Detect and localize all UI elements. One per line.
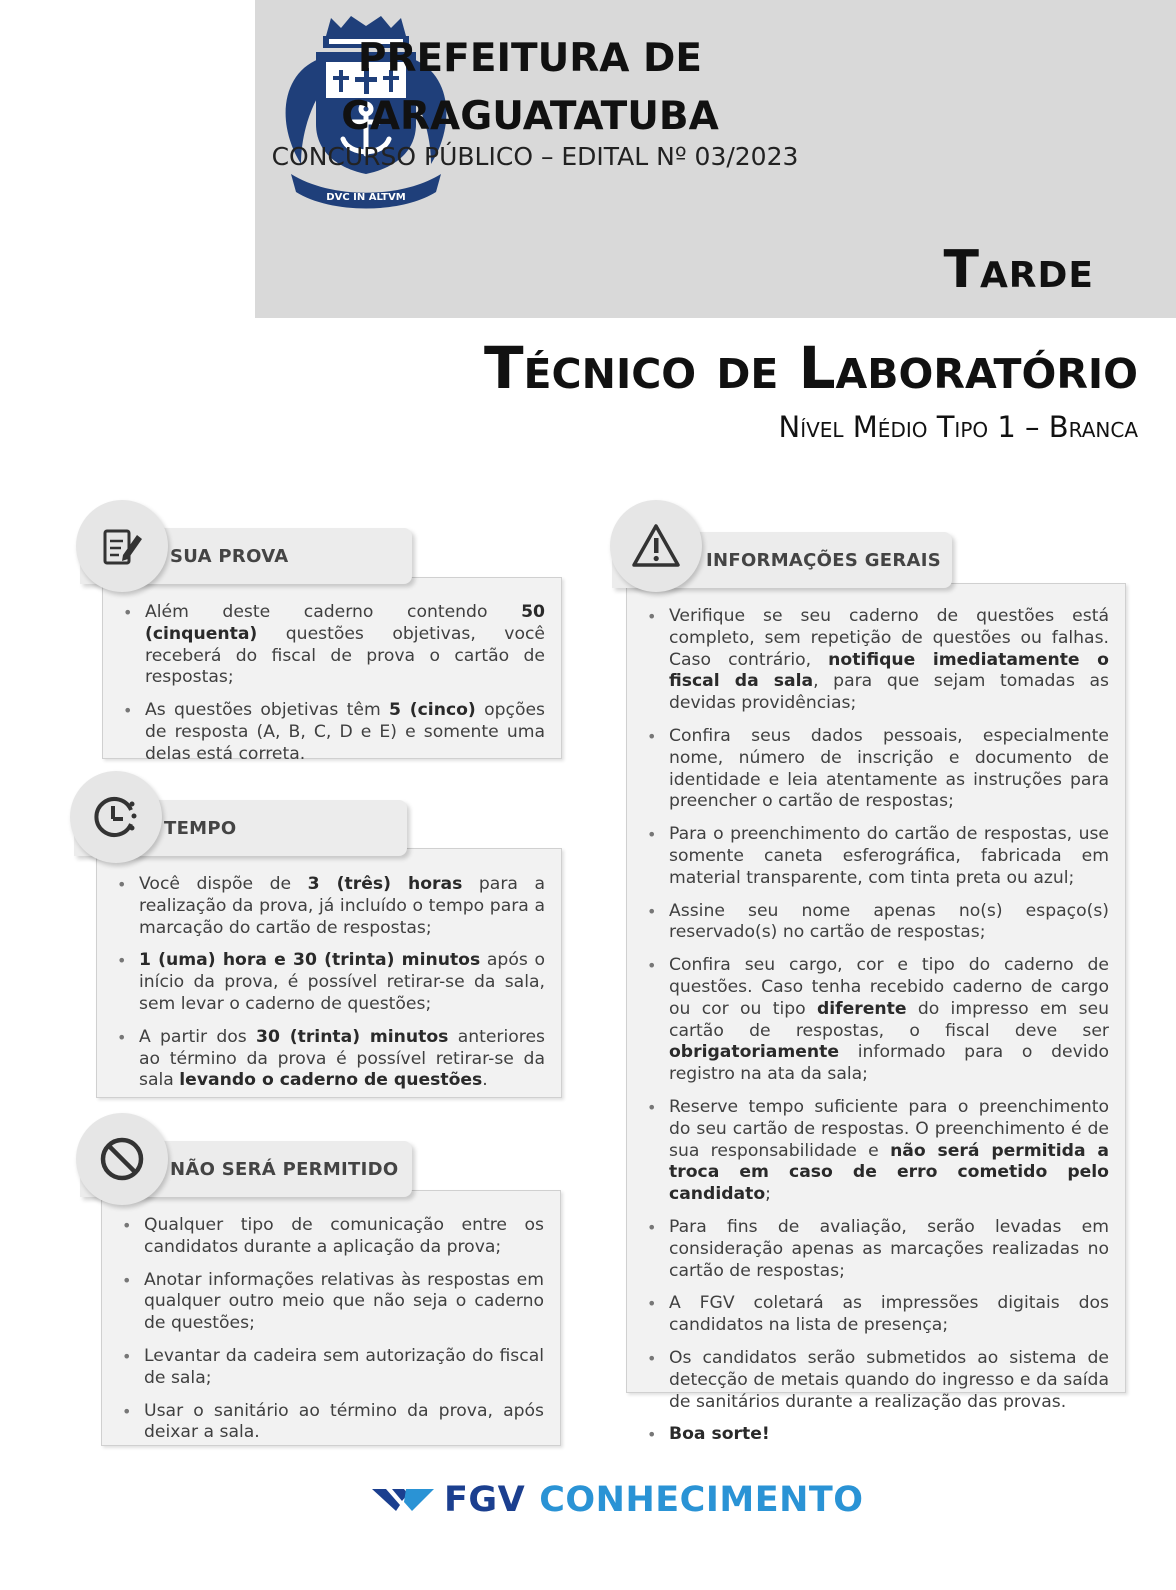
item-text: A partir dos [139,1026,257,1047]
list-item [115,602,545,689]
list-item [115,700,545,765]
warning-triangle-icon [631,521,681,571]
list-item [639,1293,1109,1337]
item-text: A FGV coletará as impressões digitais dos candidatos na lista de presença; [669,1293,1109,1336]
list-item [639,1348,1109,1413]
tempo-box [96,848,562,1098]
list-item [639,1097,1109,1206]
nao-permitido-box [101,1190,561,1446]
list-item [639,824,1109,889]
list-item [639,1424,1109,1446]
nao-permitido-title: NÃO SERÁ PERMITIDO [170,1159,399,1180]
item-text: Para fins de avaliação, serão levadas em consideração apenas as marcações realizadas no cartão de respostas; [669,1216,1109,1281]
list-item [639,606,1109,715]
list-item [639,1217,1109,1282]
list-item [109,874,545,939]
list-item [114,1270,544,1335]
list-item [114,1215,544,1259]
conhecimento-logo-text: CONHECIMENTO [539,1480,864,1520]
bold-text: obrigatoriamente [669,1042,840,1063]
item-text: Anotar informações relativas às respostas em qualquer outro meio que não seja o caderno de questões; [144,1269,544,1334]
item-text: Você dispõe de [139,874,308,894]
item-text: anteriores ao término da prova é possível retirar-se da sala [139,1026,546,1091]
informacoes-gerais-icon-circle [610,500,702,592]
list-item [114,1346,544,1390]
nao-permitido-icon-circle [76,1113,168,1205]
bold-text: notifique imediatamente o fiscal da sala [669,649,1109,692]
bold-text: diferente [816,998,907,1019]
item-text: . [482,1070,488,1091]
list-item [639,726,1109,813]
item-text: do impresso em seu cartão de respostas, o fiscal deve ser [669,998,1109,1041]
item-text: Verifique se seu caderno de questões está completo, sem repetição de questões ou falhas. Caso contrário, [669,606,1109,670]
list-item [639,901,1109,945]
nao-permitido-list [114,1215,544,1455]
bold-text: 1 (uma) hora e 30 (trinta) minutos [139,950,481,971]
crest-motto: DVC IN ALTVM [326,192,406,203]
tempo-title: TEMPO [164,818,237,839]
clock-history-icon [91,792,141,842]
item-text: opções de resposta (A, B, C, D e E) e somente uma delas está correta. [145,700,546,764]
bold-text: não será permitida a troca em caso de erro cometido pelo candidato [669,1140,1109,1205]
item-text: Assine seu nome apenas no(s) espaço(s) reservado(s) no cartão de respostas; [669,900,1109,943]
item-text: após o início da prova, é possível retirar-se da sala, sem levar o caderno de questões; [139,950,545,1014]
bold-text: 5 (cinco) [389,700,476,721]
organization-title [290,30,770,146]
item-text: Os candidatos serão submetidos ao sistema de detecção de metais quando do ingresso e da saída de sanitários durante a realização das provas. [669,1347,1109,1412]
bold-text: levando o caderno de questões [179,1070,483,1091]
informacoes-gerais-box [626,583,1126,1445]
item-text: Além deste caderno contendo [145,602,522,622]
item-text: , para que sejam tomadas as devidas providências; [669,671,1109,714]
item-text: As questões objetivas têm [145,700,389,721]
item-text: Confira seu cargo, cor e tipo do caderno de questões. Caso tenha recebido caderno de cargo ou cor ou tipo [669,955,1109,1019]
item-text: ; [765,1184,771,1205]
bold-text: 50 (cinquenta) [145,602,545,644]
exam-shift: Tarde [943,240,1094,300]
tempo-list [109,874,545,1103]
sua-prova-box [102,577,562,764]
item-text: Para o preenchimento do cartão de respostas, use somente caneta esferográfica, fabricada em material transparente, com tinta preta ou azul; [669,824,1109,888]
list-item [114,1401,544,1445]
item-text: Usar o sanitário ao término da prova, após deixar a sala. [144,1400,544,1443]
item-text: informado para o devido registro na ata da sala; [669,1042,1109,1085]
item-text: questões objetivas, você receberá do fiscal de prova o cartão de respostas; [145,623,545,688]
list-item [109,1027,545,1092]
informacoes-gerais-title: INFORMAÇÕES GERAIS [706,550,942,571]
item-text: Reserve tempo suficiente para o preenchimento do seu cartão de respostas. O preenchimento é de sua responsabilidade e [669,1096,1109,1161]
tempo-icon-circle [70,771,162,863]
list-item [109,950,545,1015]
fgv-logo-text: FGV [444,1480,526,1520]
list-item [639,955,1109,1086]
fgv-conhecimento-logo [372,1478,864,1522]
item-text: Confira seus dados pessoais, especialmente nome, número de inscrição e documento de identidade e leia atentamente as instruções para preencher o cartão de respostas; [669,725,1109,812]
prohibited-icon [97,1134,147,1184]
job-title: Técnico de Laboratório [483,334,1138,402]
bold-text: 30 (trinta) minutos [256,1026,449,1047]
item-text: Levantar da cadeira sem autorização do fiscal de sala; [144,1345,544,1388]
sua-prova-title: SUA PROVA [170,546,289,567]
sua-prova-icon-circle [76,500,168,592]
job-subtitle: Nível Médio Tipo 1 – Branca [778,410,1138,444]
contest-edital: CONCURSO PÚBLICO – EDITAL Nº 03/2023 [271,142,799,171]
sua-prova-list [115,602,545,777]
bold-text: 3 (três) horas [307,874,463,894]
org-line-2: CARAGUATATUBA [341,94,719,139]
item-text: Qualquer tipo de comunicação entre os candidatos durante a aplicação da prova; [144,1215,544,1257]
informacoes-gerais-list [639,606,1109,1457]
fgv-chevron-icon [372,1485,434,1515]
notepad-pencil-icon [97,521,147,571]
bold-text: Boa sorte! [669,1424,770,1445]
org-line-1: PREFEITURA DE [357,36,703,81]
item-text: para a realização da prova, já incluído o tempo para a marcação do cartão de respostas; [139,874,545,938]
